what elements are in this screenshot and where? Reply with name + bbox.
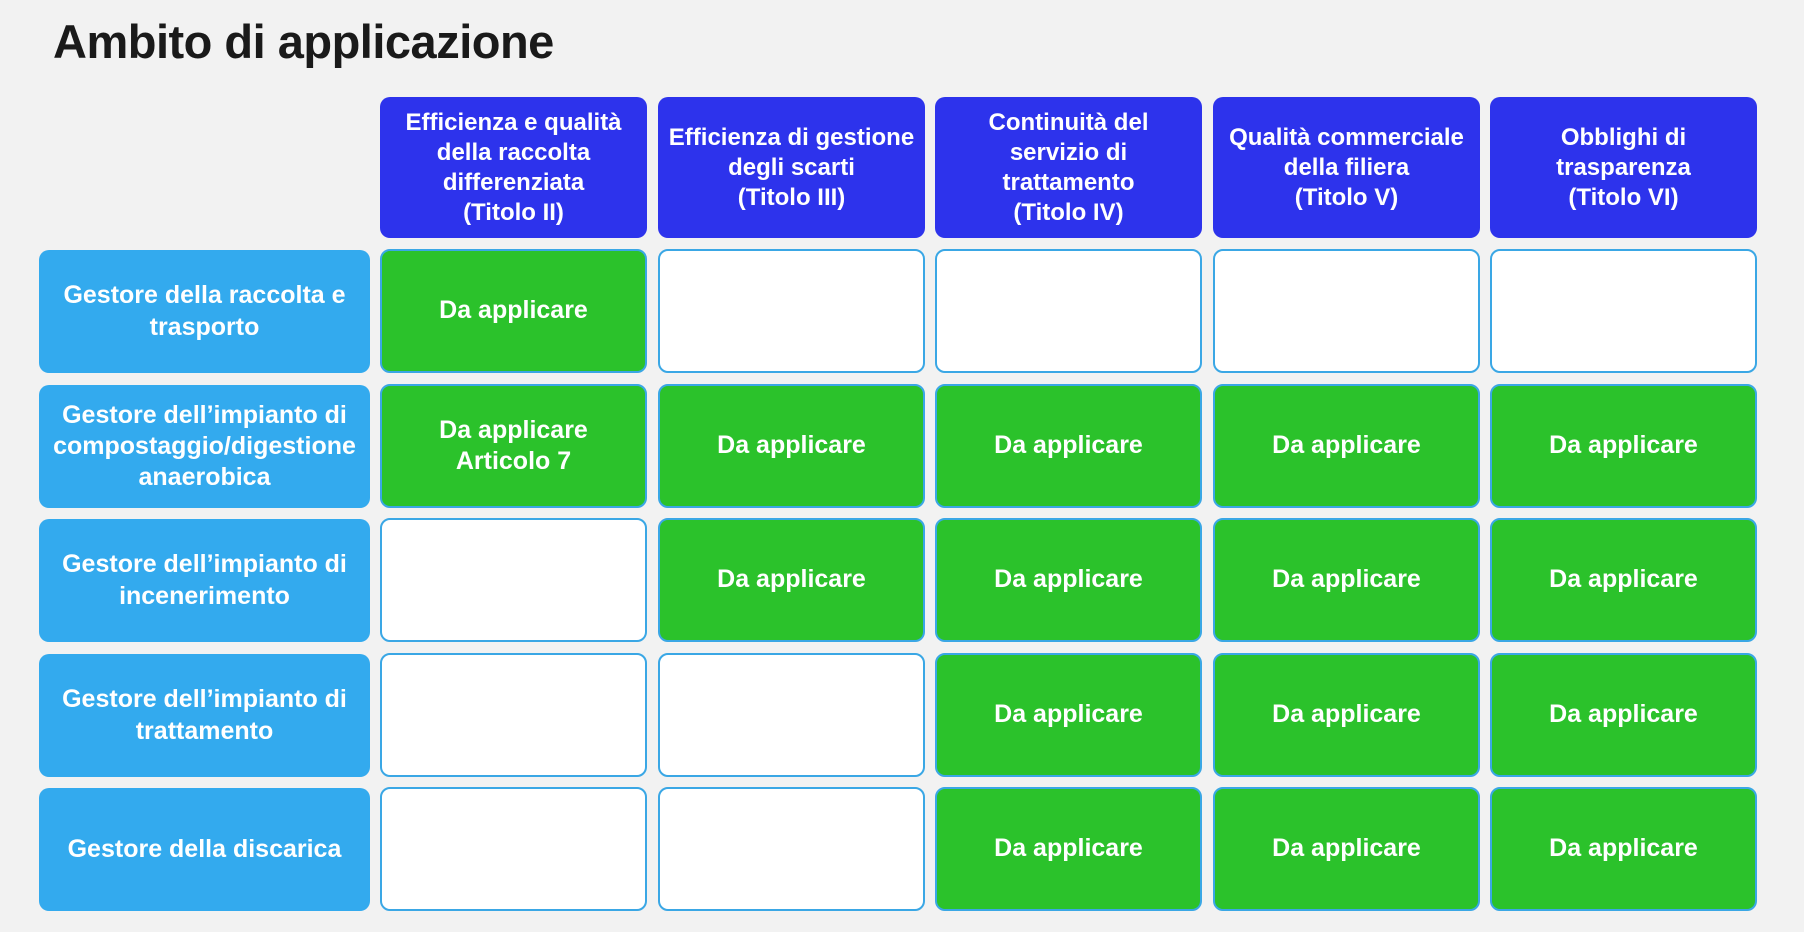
- matrix-cell: [658, 787, 925, 911]
- matrix-cell: [380, 653, 647, 777]
- column-header-titolo-vi: Obblighi di trasparenza (Titolo VI): [1490, 97, 1757, 238]
- matrix-cell: Da applicare: [658, 518, 925, 642]
- matrix-cell: Da applicare: [1490, 384, 1757, 508]
- matrix-cell: Da applicare Articolo 7: [380, 384, 647, 508]
- row-header-trattamento: Gestore dell’impianto di trattamento: [39, 654, 370, 777]
- column-header-titolo-v: Qualità commerciale della filiera (Titolo V): [1213, 97, 1480, 238]
- matrix-cell: Da applicare: [380, 249, 647, 373]
- column-header-titolo-ii: Efficienza e qualità della raccolta differenziata (Titolo II): [380, 97, 647, 238]
- matrix-cell: [1213, 249, 1480, 373]
- matrix-cell: Da applicare: [1213, 787, 1480, 911]
- row-header-compostaggio: Gestore dell’impianto di compostaggio/digestione anaerobica: [39, 385, 370, 508]
- page-title: Ambito di applicazione: [53, 15, 554, 68]
- matrix-cell: Da applicare: [1490, 787, 1757, 911]
- matrix-cell: Da applicare: [1213, 384, 1480, 508]
- row-header-incenerimento: Gestore dell’impianto di incenerimento: [39, 519, 370, 642]
- matrix-cell: Da applicare: [935, 518, 1202, 642]
- matrix-cell: Da applicare: [1213, 653, 1480, 777]
- matrix-cell: [658, 249, 925, 373]
- matrix-cell: [1490, 249, 1757, 373]
- column-header-titolo-iii: Efficienza di gestione degli scarti (Titolo III): [658, 97, 925, 238]
- matrix-cell: Da applicare: [1490, 518, 1757, 642]
- matrix-cell: [380, 787, 647, 911]
- row-header-raccolta-trasporto: Gestore della raccolta e trasporto: [39, 250, 370, 373]
- matrix-cell: Da applicare: [935, 653, 1202, 777]
- row-header-discarica: Gestore della discarica: [39, 788, 370, 911]
- matrix-cell: Da applicare: [1490, 653, 1757, 777]
- matrix-cell: Da applicare: [935, 787, 1202, 911]
- column-header-titolo-iv: Continuità del servizio di trattamento (Titolo IV): [935, 97, 1202, 238]
- matrix-cell: Da applicare: [935, 384, 1202, 508]
- matrix-cell: [935, 249, 1202, 373]
- matrix-cell: [380, 518, 647, 642]
- matrix-cell: [658, 653, 925, 777]
- matrix-cell: Da applicare: [658, 384, 925, 508]
- matrix-cell: Da applicare: [1213, 518, 1480, 642]
